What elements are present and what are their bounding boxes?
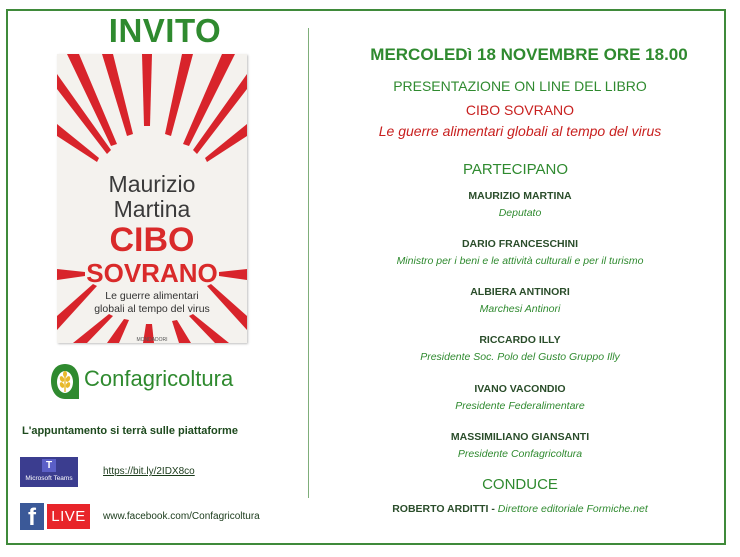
cover-subtitle-line2: globali al tempo del virus	[94, 303, 210, 315]
participant-name: IVANO VACONDIO	[474, 383, 566, 395]
column-divider	[308, 28, 309, 498]
participant-name: MAURIZIO MARTINA	[468, 190, 572, 202]
author-last-name: Martina	[113, 196, 191, 222]
microsoft-teams-logo	[20, 457, 78, 487]
participant-role: Presidente Soc. Polo del Gusto Gruppo Illy	[420, 351, 620, 363]
event-book-title: CIBO SOVRANO	[465, 102, 575, 118]
presentation-label: PRESENTAZIONE ON LINE DEL LIBRO	[393, 78, 647, 94]
participant-name: ALBIERA ANTINORI	[470, 286, 570, 298]
participant-name: MASSIMILIANO GIANSANTI	[450, 431, 590, 443]
participant-role: Presidente Confagricoltura	[457, 448, 583, 460]
participant-name: RICCARDO ILLY	[479, 334, 561, 346]
event-book-subtitle: Le guerre alimentari globali al tempo del virus	[378, 123, 662, 139]
publisher-mark: MONDADORI	[136, 337, 168, 343]
cover-title-line2: SOVRANO	[86, 258, 218, 288]
participant-name: DARIO FRANCESCHINI	[461, 238, 579, 250]
event-date: MERCOLEDì 18 NOVEMBRE ORE 18.00	[370, 45, 688, 64]
moderator-name: ROBERTO ARDITTI -	[392, 503, 495, 515]
book-cover-title	[57, 221, 247, 290]
wheat-logo-icon	[50, 362, 80, 402]
participant-role: Marchesi Antinori	[479, 303, 561, 315]
logo-text: Confagricoltura	[84, 366, 234, 391]
book-cover-subtitle	[57, 290, 247, 316]
platforms-intro: L'appuntamento si terrà sulle piattaforme	[22, 425, 238, 437]
confagricoltura-logo	[50, 360, 260, 404]
cover-subtitle-line1: Le guerre alimentari	[105, 290, 199, 302]
facebook-icon: f	[20, 503, 44, 530]
book-cover	[57, 54, 247, 343]
conduce-heading: CONDUCE	[482, 476, 558, 493]
participant-role: Presidente Federalimentare	[455, 400, 585, 412]
teams-link[interactable]: https://bit.ly/2IDX8co	[103, 466, 195, 477]
facebook-live-logo	[20, 503, 90, 530]
teams-label: Microsoft Teams	[25, 475, 73, 482]
teams-icon: T	[42, 459, 56, 472]
participant-role: Deputato	[498, 207, 542, 219]
cover-title-line1: CIBO	[109, 221, 195, 259]
live-badge: LIVE	[47, 504, 90, 529]
author-first-name: Maurizio	[108, 171, 196, 197]
facebook-link[interactable]: www.facebook.com/Confagricoltura	[103, 511, 260, 522]
moderator	[310, 503, 730, 515]
participants-heading: PARTECIPANO	[463, 161, 569, 178]
book-author	[57, 172, 247, 222]
invito-heading: INVITO	[108, 12, 222, 49]
moderator-role: Direttore editoriale Formiche.net	[497, 503, 648, 515]
participant-role: Ministro per i beni e le attività culturali e per il turismo	[396, 255, 644, 267]
